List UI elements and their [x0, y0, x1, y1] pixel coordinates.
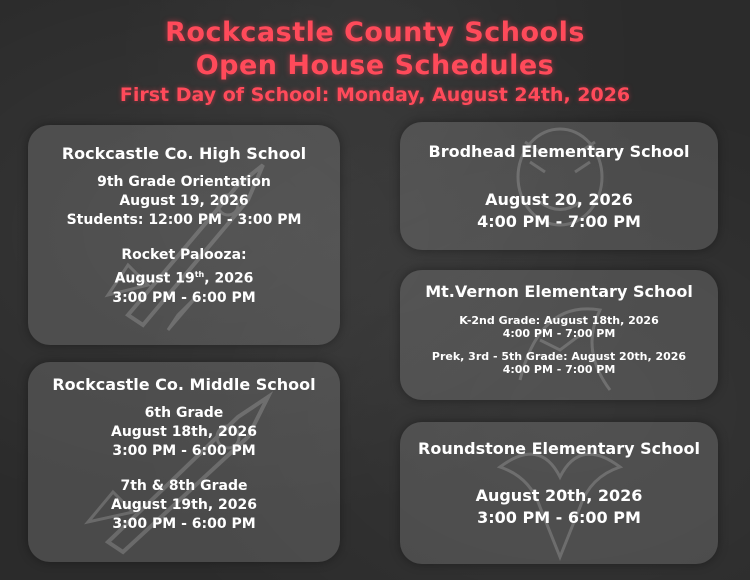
brodhead-title: Brodhead Elementary School	[428, 142, 690, 161]
hs-palooza-date: August 19th, 2026	[114, 270, 254, 287]
high-school-card	[28, 125, 340, 345]
mv-prek-date: Prek, 3rd - 5th Grade: August 20th, 2026	[431, 350, 687, 363]
mt-vernon-title: Mt.Vernon Elementary School	[425, 282, 693, 301]
ms-6th-date: August 18th, 2026	[111, 424, 257, 440]
mv-prek-time: 4:00 PM - 7:00 PM	[502, 363, 616, 376]
header	[0, 16, 750, 108]
roundstone-title: Roundstone Elementary School	[418, 439, 700, 458]
brodhead-date: August 20, 2026	[485, 190, 633, 209]
hs-orientation-date: August 19, 2026	[119, 193, 249, 209]
hs-orientation-time: Students: 12:00 PM - 3:00 PM	[66, 212, 302, 228]
ms-7-8-name: 7th & 8th Grade	[120, 478, 248, 494]
middle-school-title: Rockcastle Co. Middle School	[52, 375, 316, 394]
middle-school-card	[28, 362, 340, 562]
mv-k2-date: K-2nd Grade: August 18th, 2026	[459, 314, 659, 327]
hs-palooza-name: Rocket Palooza:	[121, 247, 247, 263]
mt-vernon-card	[400, 270, 718, 400]
roundstone-date: August 20th, 2026	[475, 486, 643, 505]
ms-6th-name: 6th Grade	[144, 405, 224, 421]
high-school-title: Rockcastle Co. High School	[61, 144, 307, 163]
roundstone-time: 3:00 PM - 6:00 PM	[477, 508, 641, 527]
roundstone-card	[400, 422, 718, 564]
ms-7-8-time: 3:00 PM - 6:00 PM	[112, 516, 256, 532]
hs-orientation-name: 9th Grade Orientation	[97, 174, 271, 190]
brodhead-card	[400, 122, 718, 250]
page-title-line-1: Rockcastle County Schools	[165, 17, 585, 48]
hs-palooza-time: 3:00 PM - 6:00 PM	[112, 289, 256, 306]
mv-k2-time: 4:00 PM - 7:00 PM	[502, 327, 616, 340]
first-day-subtitle: First Day of School: Monday, August 24th, 2026	[119, 84, 631, 106]
ms-7-8-date: August 19th, 2026	[111, 497, 257, 513]
ms-6th-time: 3:00 PM - 6:00 PM	[112, 443, 256, 459]
page-title-line-2: Open House Schedules	[195, 50, 555, 81]
brodhead-time: 4:00 PM - 7:00 PM	[477, 212, 641, 231]
